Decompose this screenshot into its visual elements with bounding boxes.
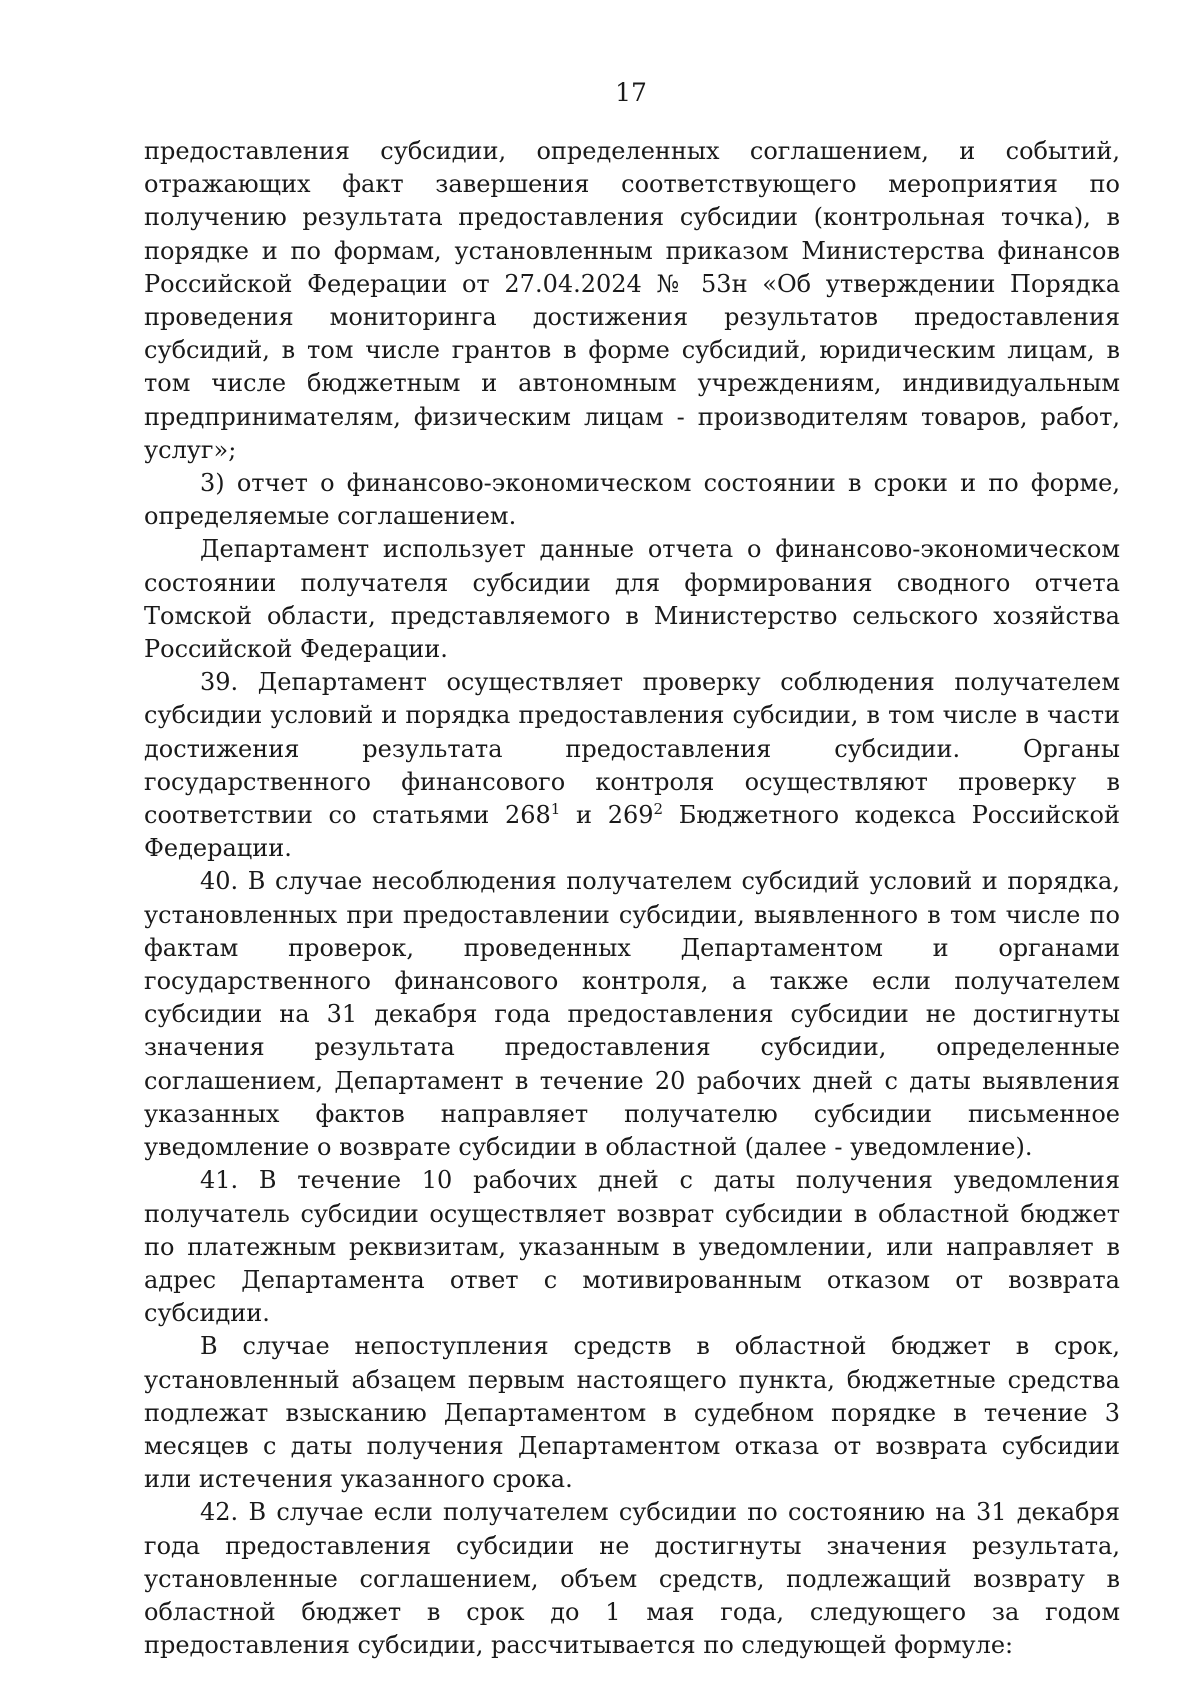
paragraph-39-mid: и 269	[560, 801, 654, 830]
paragraph-recovery: В случае непоступления средств в областной бюджет в срок, установленный абзацем первым настоящего пункта, бюджетные средства подлежат взысканию Департаментом в судебном порядке в течение 3 месяцев с даты получения Департаментом отказа от возврата субсидии или истечения указанного срока.	[144, 1332, 1120, 1494]
paragraph-39	[144, 666, 1120, 865]
paragraph-40: 40. В случае несоблюдения получателем субсидий условий и порядка, установленных при предоставлении субсидии, выявленного в том числе по фактам проверок, проведенных Департаментом и органами государственного финансового контроля, а также если получателем субсидии на 31 декабря года предоставления субсидии не достигнуты значения результата предоставления субсидии, определенные соглашением, Департамент в течение 20 рабочих дней с даты выявления указанных фактов направляет получателю субсидии письменное уведомление о возврате субсидии в областной (далее - уведомление).	[144, 867, 1120, 1162]
superscript-2: 2	[653, 800, 664, 819]
document-body	[144, 135, 1120, 1662]
paragraph-continuation: предоставления субсидии, определенных соглашением, и событий, отражающих факт завершения соответствующего мероприятия по получению результата предоставления субсидии (контрольная точка), в порядке и по формам, установленным приказом Министерства финансов Российской Федерации от 27.04.2024 № 53н «Об утверждении Порядка проведения мониторинга достижения результатов предоставления субсидий, в том числе грантов в форме субсидий, юридическим лицам, в том числе бюджетным и автономным учреждениям, индивидуальным предпринимателям, физическим лицам - производителям товаров, работ, услуг»;	[144, 137, 1120, 464]
paragraph-item-3: 3) отчет о финансово-экономическом состоянии в сроки и по форме, определяемые соглашением.	[144, 469, 1120, 531]
paragraph-42: 42. В случае если получателем субсидии по состоянию на 31 декабря года предоставления субсидии не достигнуты значения результата, установленные соглашением, объем средств, подлежащий возврату в областной бюджет в срок до 1 мая года, следующего за годом предоставления субсидии, рассчитывается по следующей формуле:	[144, 1498, 1120, 1660]
paragraph-41: 41. В течение 10 рабочих дней с даты получения уведомления получатель субсидии осуществляет возврат субсидии в областной бюджет по платежным реквизитам, указанным в уведомлении, или направляет в адрес Департамента ответ с мотивированным отказом от возврата субсидии.	[144, 1166, 1120, 1328]
paragraph-department-report: Департамент использует данные отчета о финансово-экономическом состоянии получателя субсидии для формирования сводного отчета Томской области, представляемого в Министерство сельского хозяйства Российской Федерации.	[144, 535, 1120, 664]
superscript-1: 1	[550, 800, 561, 819]
paragraph-39-text: 39. Департамент осуществляет проверку соблюдения получателем субсидии условий и порядка предоставления субсидии, в том числе в части достижения результата предоставления субсидии. Органы государственного финансового контроля осуществляют проверку в соответствии со статьями 268	[144, 668, 1120, 830]
paragraph-39-end: Бюджетного кодекса Российской Федерации.	[144, 801, 1121, 863]
page-number: 17	[615, 78, 647, 107]
